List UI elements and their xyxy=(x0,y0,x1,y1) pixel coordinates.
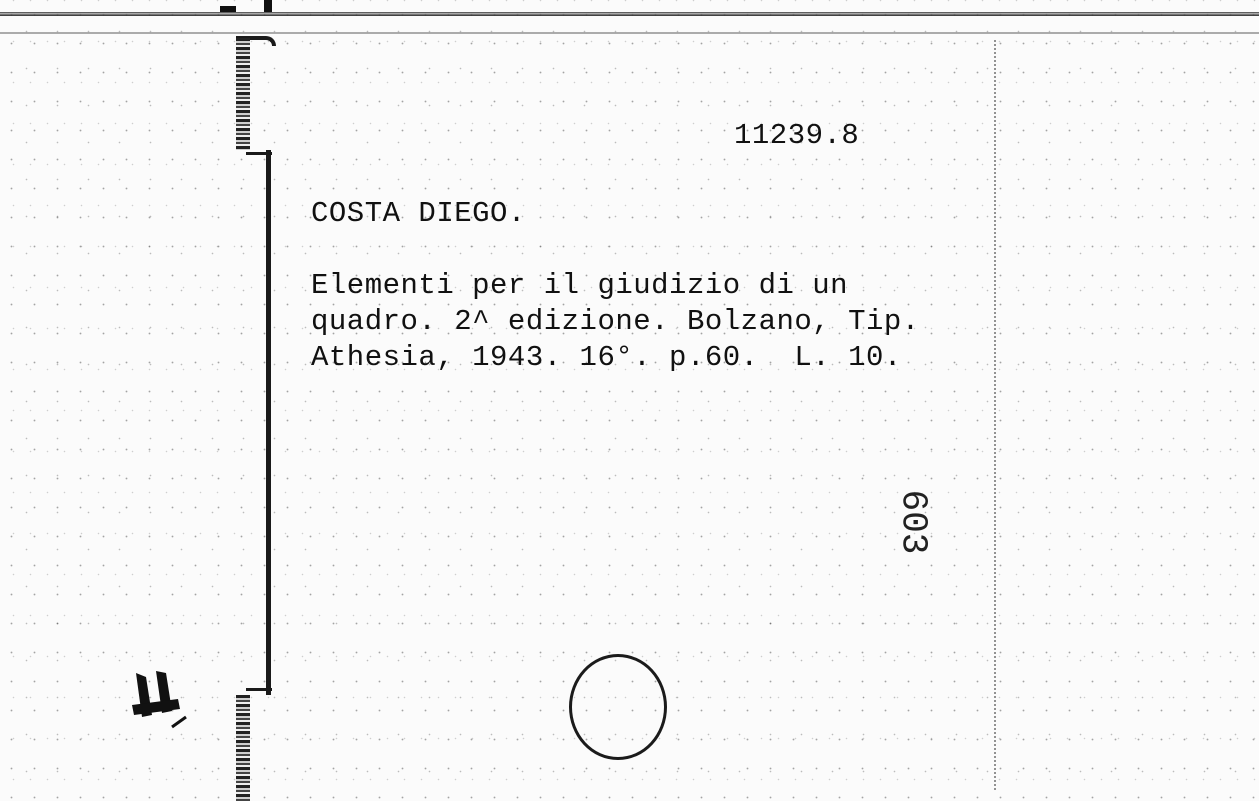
call-number: 11239.8 xyxy=(734,119,860,152)
circle-stamp-icon xyxy=(569,654,667,760)
author-heading: COSTA DIEGO. xyxy=(311,197,526,230)
card-top-edge-shadow xyxy=(0,32,1259,34)
tab-upper-strip xyxy=(236,38,250,150)
card-top-edge xyxy=(0,12,1259,16)
card-right-edge xyxy=(994,40,996,790)
tab-lower-strip xyxy=(236,695,250,801)
description-line: Elementi per il giudizio di un xyxy=(311,269,849,302)
description-line: Athesia, 1943. 16°. p.60. L. 10. xyxy=(311,341,902,374)
card-spine-line xyxy=(266,150,271,695)
bibliographic-description xyxy=(311,268,920,376)
description-line: quadro. 2^ edizione. Bolzano, Tip. xyxy=(311,305,920,338)
top-registration-marks xyxy=(220,0,280,12)
tab-letter-mark-icon xyxy=(122,665,192,735)
rotated-side-number: 603 xyxy=(892,489,934,555)
